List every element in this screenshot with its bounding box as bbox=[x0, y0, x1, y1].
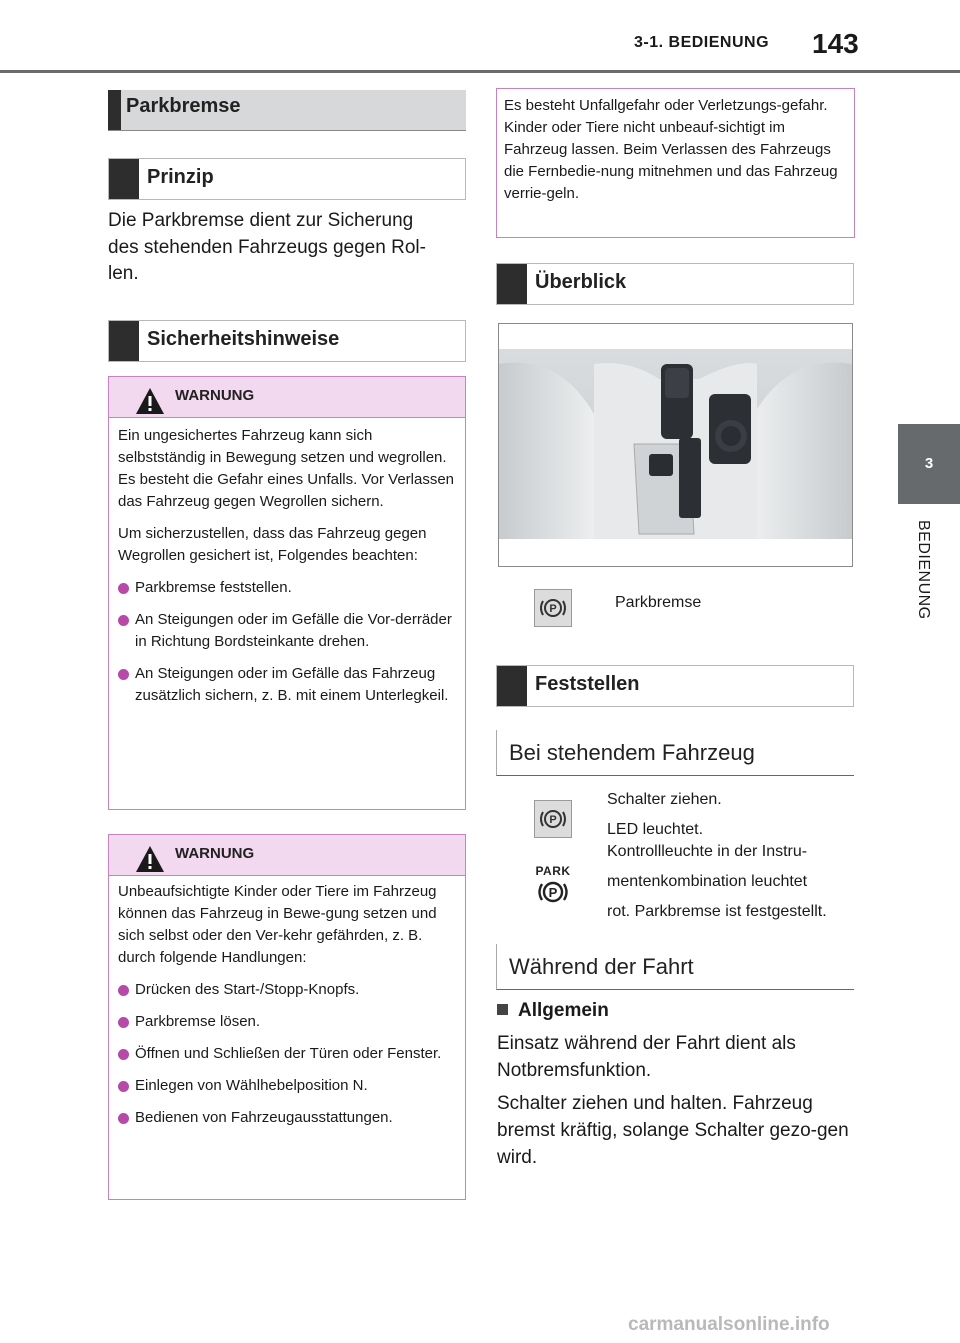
warning-bullet: Öffnen und Schließen der Türen oder Fenster. bbox=[118, 1043, 455, 1065]
subsection-general-text: Allgemein bbox=[518, 1000, 609, 1021]
console-image bbox=[499, 324, 852, 566]
warning-body bbox=[118, 881, 455, 1139]
parking-brake-icon bbox=[534, 589, 572, 627]
main-heading bbox=[108, 90, 466, 131]
warning-header bbox=[109, 835, 465, 876]
subheading-feststellen bbox=[496, 665, 854, 707]
watermark: carmanualsonline.info bbox=[628, 1314, 830, 1335]
warning-bullet: Einlegen von Wählhebelposition N. bbox=[118, 1075, 455, 1097]
park-label: PARK bbox=[535, 864, 571, 878]
warning-bullet: Drücken des Start-/Stopp-Knopfs. bbox=[118, 979, 455, 1001]
warning-box bbox=[108, 376, 466, 810]
instruction-line: LED leuchtet. bbox=[607, 821, 704, 838]
instruction-line: Kontrollleuchte in der Instru- bbox=[607, 843, 808, 860]
heading-bar bbox=[108, 90, 121, 130]
warning-bullet: Parkbremse feststellen. bbox=[118, 577, 455, 599]
chapter-label: BEDIENUNG bbox=[915, 520, 932, 620]
warning-continuation-text: Es besteht Unfallgefahr oder Verletzungs-gefahr. Kinder oder Tiere nicht unbeauf-sichtigt im Fahrzeug lassen. Beim Verlassen des Fahrzeugs die Fernbedie-nung mitnehmen und das Fahrzeug verrie-geln. bbox=[504, 97, 838, 202]
figure-caption: Parkbremse bbox=[615, 594, 702, 611]
general-paragraph: Schalter ziehen und halten. Fahrzeug bremst kräftig, solange Schalter gezo-gen wird. bbox=[497, 1093, 849, 1168]
stationary-instructions bbox=[607, 789, 857, 923]
svg-text:P: P bbox=[549, 814, 557, 826]
instruction-line: mentenkombination leuchtet bbox=[607, 873, 808, 890]
header-rule bbox=[0, 70, 960, 73]
warning-label: WARNUNG bbox=[175, 845, 255, 862]
subheading-text: Prinzip bbox=[147, 166, 214, 188]
subheading-prinzip bbox=[108, 158, 466, 200]
warning-paragraph: Ein ungesichertes Fahrzeug kann sich selbstständig in Bewegung setzen und wegrollen. Es besteht die Gefahr eines Unfalls. Vor Verlassen das Fahrzeug gegen Wegrollen sichern. bbox=[118, 427, 455, 510]
heading-driving-text: Während der Fahrt bbox=[509, 954, 694, 979]
instruction-line: Schalter ziehen. bbox=[607, 791, 722, 808]
general-text bbox=[497, 1030, 852, 1171]
parking-brake-icon bbox=[534, 800, 572, 838]
warning-bullet: Parkbremse lösen. bbox=[118, 1011, 455, 1033]
square-bullet-icon bbox=[497, 1004, 508, 1015]
warning-paragraph: Um sicherzustellen, dass das Fahrzeug gegen Wegrollen gesichert ist, Folgendes beachten: bbox=[118, 525, 427, 564]
subheading-text: Feststellen bbox=[535, 673, 640, 695]
principle-line: len. bbox=[108, 263, 139, 284]
warning-bullet: An Steigungen oder im Gefälle die Vor-derräder in Richtung Bordsteinkante drehen. bbox=[118, 609, 455, 653]
warning-label: WARNUNG bbox=[175, 387, 255, 404]
center-console-illustration bbox=[498, 323, 853, 567]
subheading-overview bbox=[496, 263, 854, 305]
general-paragraph: Einsatz während der Fahrt dient als Notbremsfunktion. bbox=[497, 1033, 796, 1081]
warning-triangle-icon bbox=[135, 845, 165, 873]
principle-line: des stehenden Fahrzeugs gegen Rol- bbox=[108, 236, 426, 258]
section-title: 3-1. BEDIENUNG bbox=[634, 34, 770, 51]
instruction-line: rot. Parkbremse ist festgestellt. bbox=[607, 903, 827, 920]
warning-continuation bbox=[496, 88, 855, 238]
heading-bar bbox=[497, 264, 527, 304]
subsection-general bbox=[497, 1000, 609, 1022]
subheading-safety bbox=[108, 320, 466, 362]
warning-bullet: Bedienen von Fahrzeugausstattungen. bbox=[118, 1107, 455, 1129]
heading-driving bbox=[496, 944, 854, 990]
warning-triangle-icon bbox=[135, 387, 165, 415]
heading-bar bbox=[109, 159, 139, 199]
heading-stationary-text: Bei stehendem Fahrzeug bbox=[509, 740, 755, 765]
heading-bar bbox=[497, 666, 527, 706]
warning-paragraph: Unbeaufsichtigte Kinder oder Tiere im Fahrzeug können das Fahrzeug in Bewe-gung setzen und sich selbst oder den Ver-kehr gefährden, z. B. durch folgende Handlungen: bbox=[118, 883, 437, 966]
park-indicator-icon bbox=[533, 864, 573, 906]
park-indicator-symbol bbox=[533, 878, 573, 906]
warning-bullet: An Steigungen oder im Gefälle das Fahrzeug zusätzlich sichern, z. B. mit einem Unterlegkeil. bbox=[118, 663, 455, 707]
chapter-tab: 3 bbox=[898, 424, 960, 504]
warning-header bbox=[109, 377, 465, 418]
svg-text:P: P bbox=[549, 603, 557, 615]
principle-line: Die Parkbremse dient zur Sicherung bbox=[108, 210, 414, 231]
warning-box bbox=[108, 834, 466, 1200]
heading-stationary bbox=[496, 730, 854, 776]
warning-body bbox=[118, 425, 455, 717]
heading-bar bbox=[109, 321, 139, 361]
subheading-text: Sicherheitshinweise bbox=[147, 328, 340, 350]
principle-paragraph bbox=[108, 208, 468, 288]
subheading-text: Überblick bbox=[535, 271, 627, 293]
svg-text:P: P bbox=[548, 885, 558, 900]
main-heading-text: Parkbremse bbox=[126, 95, 241, 117]
page-number: 143 bbox=[812, 28, 859, 59]
